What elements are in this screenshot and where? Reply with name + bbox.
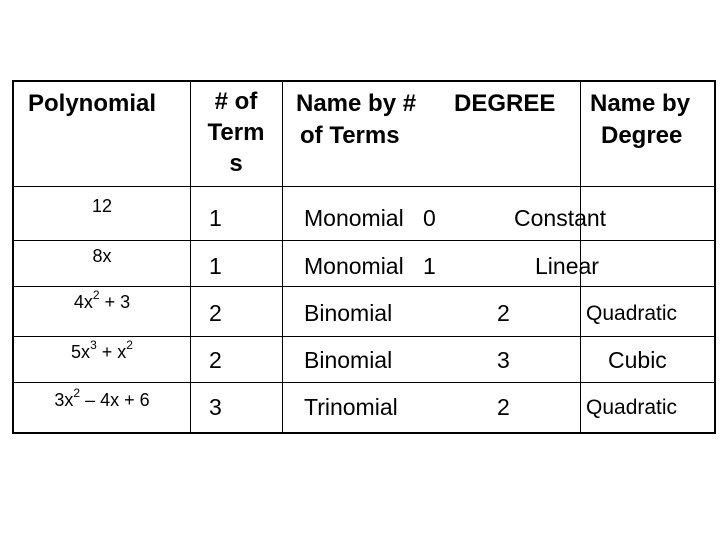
header-num-terms-line1: # of xyxy=(214,88,258,115)
row-2-name: Monomial xyxy=(304,253,404,279)
row-4-name: Binomial xyxy=(304,347,393,373)
row-5-degree-name: Quadratic xyxy=(586,396,678,419)
row-4-degree-name: Cubic xyxy=(608,347,667,373)
row-divider xyxy=(12,336,716,337)
row-4-degree: 3 xyxy=(497,347,510,373)
row-3-polynomial: $4x^2 + 3$ xyxy=(73,288,131,312)
row-3-terms: 2 xyxy=(209,300,222,326)
row-2-degree: 1 xyxy=(423,253,436,279)
row-1-terms: 1 xyxy=(209,205,222,231)
header-num-terms-line3: s xyxy=(229,150,243,177)
header-degree: DEGREE xyxy=(454,90,556,117)
row-3-name: Binomial xyxy=(304,300,393,326)
row-3-degree: 2 xyxy=(497,300,510,326)
header-polynomial: Polynomial xyxy=(28,90,157,117)
row-5-terms: 3 xyxy=(209,394,222,420)
header-name-by-terms-line2: of Terms xyxy=(300,122,400,149)
row-divider xyxy=(12,286,716,287)
row-5-degree: 2 xyxy=(497,394,510,420)
row-1-degree: 0 xyxy=(423,205,436,231)
row-2-terms: 1 xyxy=(209,253,222,279)
header-name-by-degree-line2: Degree xyxy=(601,122,683,149)
row-2-degree-name: Linear xyxy=(535,253,599,279)
row-4-terms: 2 xyxy=(209,347,222,373)
row-5-name: Trinomial xyxy=(304,394,398,420)
column-divider xyxy=(282,80,283,434)
header-name-by-terms-line1: Name by # xyxy=(296,90,417,117)
row-2-polynomial: 8x xyxy=(92,246,112,266)
row-divider xyxy=(12,382,716,383)
row-5-polynomial: $3x^2 - 4x + 6$ xyxy=(54,386,150,410)
row-divider xyxy=(12,186,716,187)
row-1-polynomial: 12 xyxy=(91,196,113,216)
row-1-name: Monomial xyxy=(304,205,404,231)
row-3-degree-name: Quadratic xyxy=(586,302,678,325)
header-num-terms-line2: Term xyxy=(207,119,265,146)
row-divider xyxy=(12,240,716,241)
row-4-polynomial: $5x^3 + x^2$ xyxy=(71,338,133,362)
header-num-terms xyxy=(192,86,280,179)
header-name-by-degree-line1: Name by xyxy=(590,90,691,117)
row-1-degree-name: Constant xyxy=(514,205,607,231)
